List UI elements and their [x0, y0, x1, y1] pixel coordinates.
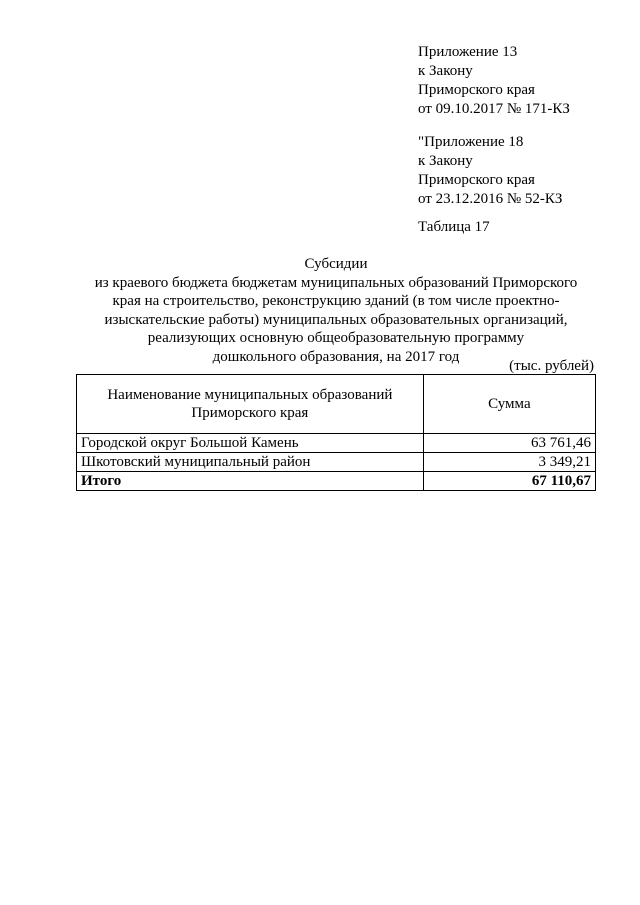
header-sum: Сумма	[423, 375, 595, 434]
table-row	[77, 453, 596, 472]
total-label: Итого	[77, 472, 424, 491]
table-number: Таблица 17	[418, 219, 490, 235]
appendix-line: к Закону	[418, 153, 473, 169]
appendix-original-reference	[418, 133, 562, 209]
title-line: из краевого бюджета бюджетам муниципальных образований Приморского	[94, 274, 578, 291]
header-municipality-line1: Наименование муниципальных образований	[107, 387, 393, 403]
total-row	[77, 472, 596, 491]
table-row	[77, 434, 596, 453]
header-municipality-line2: Приморского края	[191, 405, 309, 421]
table-header-row	[77, 375, 596, 434]
title-line: изыскательские работы) муниципальных образовательных организаций,	[104, 311, 568, 328]
appendix-line: к Закону	[418, 63, 473, 79]
appendix-line: Приложение 13	[418, 44, 518, 60]
subsidies-table	[76, 374, 596, 491]
appendix-line: "Приложение 18	[418, 134, 524, 150]
units-note: (тыс. рублей)	[509, 358, 594, 374]
appendix-line: от 09.10.2017 № 171-КЗ	[418, 101, 570, 117]
municipality-name: Шкотовский муниципальный район	[77, 453, 424, 472]
document-title	[78, 255, 594, 366]
appendix-line: Приморского края	[418, 82, 535, 98]
title-line: реализующих основную общеобразовательную программу	[147, 330, 525, 346]
total-amount: 67 110,67	[423, 472, 595, 491]
appendix-current-reference	[418, 43, 570, 119]
header-municipality	[77, 375, 424, 434]
subsidy-amount: 3 349,21	[423, 453, 595, 472]
appendix-line: от 23.12.2016 № 52-КЗ	[418, 191, 563, 207]
municipality-name: Городской округ Большой Камень	[77, 434, 424, 453]
title-line: дошкольного образования, на 2017 год	[212, 348, 460, 365]
subsidy-amount: 63 761,46	[423, 434, 595, 453]
title-line: Субсидии	[304, 256, 368, 272]
appendix-line: Приморского края	[418, 172, 535, 188]
title-line: края на строительство, реконструкцию зданий (в том числе проектно-	[112, 293, 560, 309]
